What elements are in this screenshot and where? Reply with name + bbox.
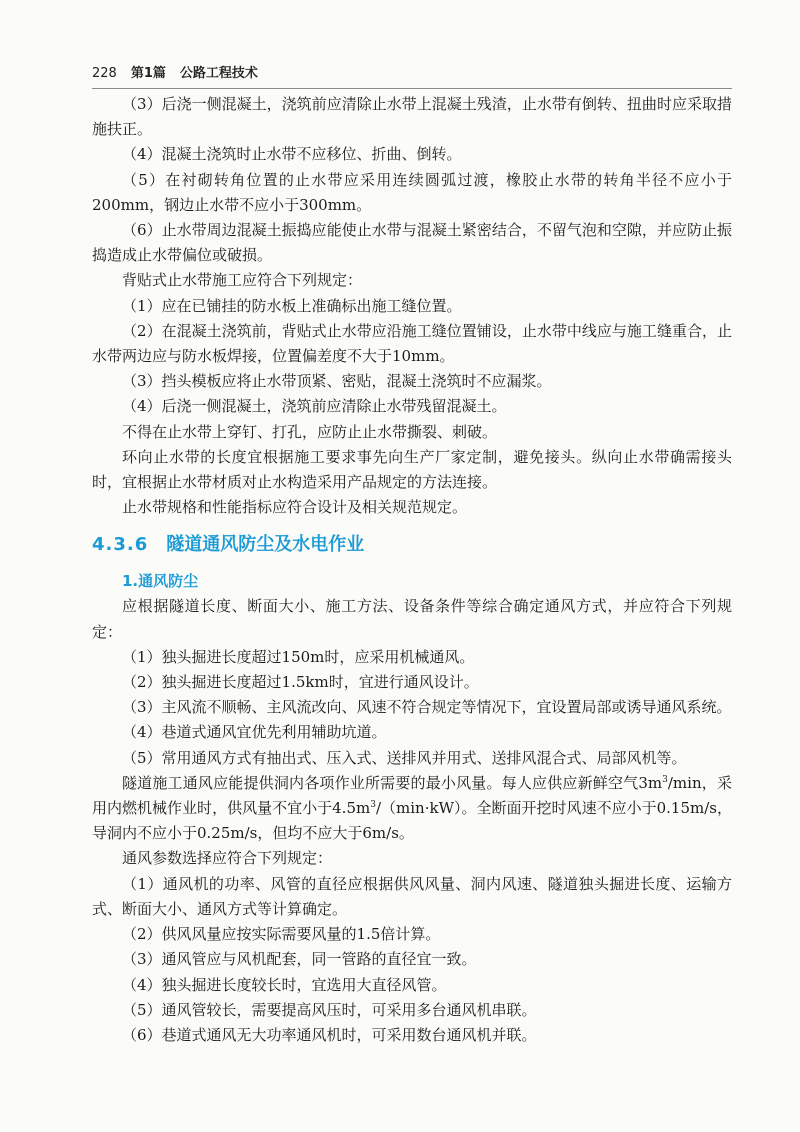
paragraph: （4）混凝土浇筑时止水带不应移位、折曲、倒转。 [122,145,462,164]
paragraph: （3）通风管应与风机配套，同一管路的直径宜一致。 [122,950,477,969]
paragraph: （5）常用通风方式有抽出式、压入式、送排风并用式、送排风混合式、局部风机等。 [122,748,687,767]
page-header [92,62,258,81]
text-run: /min，采用内燃机械作业时，供风量不宜小于4.5m [92,773,732,818]
text-run: /（min·kW）。全断面开挖时风速不应小于0.15m/s，导洞内不应小于0.25m/s，但均不应大于6m/s。 [92,799,732,843]
paragraph: 应根据隧道长度、断面大小、施工方法、设备条件等综合确定通风方式，并应符合下列规定： [92,597,732,641]
paragraph: 不得在止水带上穿钉、打孔，应防止止水带撕裂、刺破。 [122,422,498,441]
page-body [92,92,732,1048]
paragraph: （2）在混凝土浇筑前，背贴式止水带应沿施工缝位置铺设，止水带中线应与施工缝重合，止水带两边应与防水板焊接，位置偏差度不大于10mm。 [92,321,732,366]
paragraph: 止水带规格和性能指标应符合设计及相关规范规定。 [122,498,468,517]
superscript: 3 [370,800,376,811]
paragraph: （1）独头掘进长度超过150m时，应采用机械通风。 [122,647,475,666]
paragraph: 环向止水带的长度宜根据施工要求事先向生产厂家定制，避免接头。纵向止水带确需接头时，宜根据止水带材质对止水构造采用产品规定的方法连接。 [92,447,732,492]
paragraph: 通风参数选择应符合下列规定： [122,849,333,868]
paragraph: （4）后浇一侧混凝土，浇筑前应清除止水带残留混凝土。 [122,397,507,416]
paragraph: （5）通风管较长，需要提高风压时，可采用多台通风机串联。 [122,1000,537,1019]
paragraph: （2）独头掘进长度超过1.5km时，宜进行通风设计。 [122,673,479,692]
header-divider [92,88,732,89]
paragraph: （1）应在已铺挂的防水板上准确标出施工缝位置。 [122,296,462,315]
paragraph: （4）巷道式通风宜优先利用辅助坑道。 [122,723,387,742]
paragraph: （1）通风机的功率、风管的直径应根据供风风量、洞内风速、隧道独头掘进长度、运输方式、断面大小、通风方式等计算确定。 [92,874,732,918]
superscript: 3 [662,774,668,785]
paragraph: （3）主风流不顺畅、主风流改向、风速不符合规定等情况下，宜设置局部或诱导通风系统。 [122,698,732,717]
paragraph: （5）在衬砌转角位置的止水带应采用连续圆弧过渡，橡胶止水带的转角半径不应小于200mm，钢边止水带不应小于300mm。 [92,170,732,214]
section-title: 隧道通风防尘及水电作业 [166,534,365,556]
paragraph: （6）巷道式通风无大功率通风机时，可采用数台通风机并联。 [122,1025,537,1044]
ventilation-paragraph [92,771,732,847]
part-label: 第1篇 [130,66,166,81]
paragraph: 背贴式止水带施工应符合下列规定： [122,271,363,290]
page-number: 228 [92,66,117,81]
paragraph: （3）后浇一侧混凝土，浇筑前应清除止水带上混凝土残渣，止水带有倒转、扭曲时应采取措施扶正。 [92,95,732,139]
paragraph: （3）挡头模板应将止水带顶紧、密贴，混凝土浇筑时不应漏浆。 [122,372,552,391]
paragraph: （4）独头掘进长度较长时，宜选用大直径风管。 [122,975,447,994]
paragraph: （2）供风风量应按实际需要风量的1.5倍计算。 [122,925,441,944]
text-run: 隧道施工通风应能提供洞内各项作业所需要的最小风量。每人应供应新鲜空气3m [122,773,663,792]
subsection-heading: 1.通风防尘 [122,572,199,591]
section-number: 4.3.6 [92,534,149,556]
part-title: 公路工程技术 [179,66,258,81]
section-heading [92,532,732,558]
paragraph: （6）止水带周边混凝土振捣应能使止水带与混凝土紧密结合，不留气泡和空隙，并应防止振捣造成止水带偏位或破损。 [92,221,732,265]
